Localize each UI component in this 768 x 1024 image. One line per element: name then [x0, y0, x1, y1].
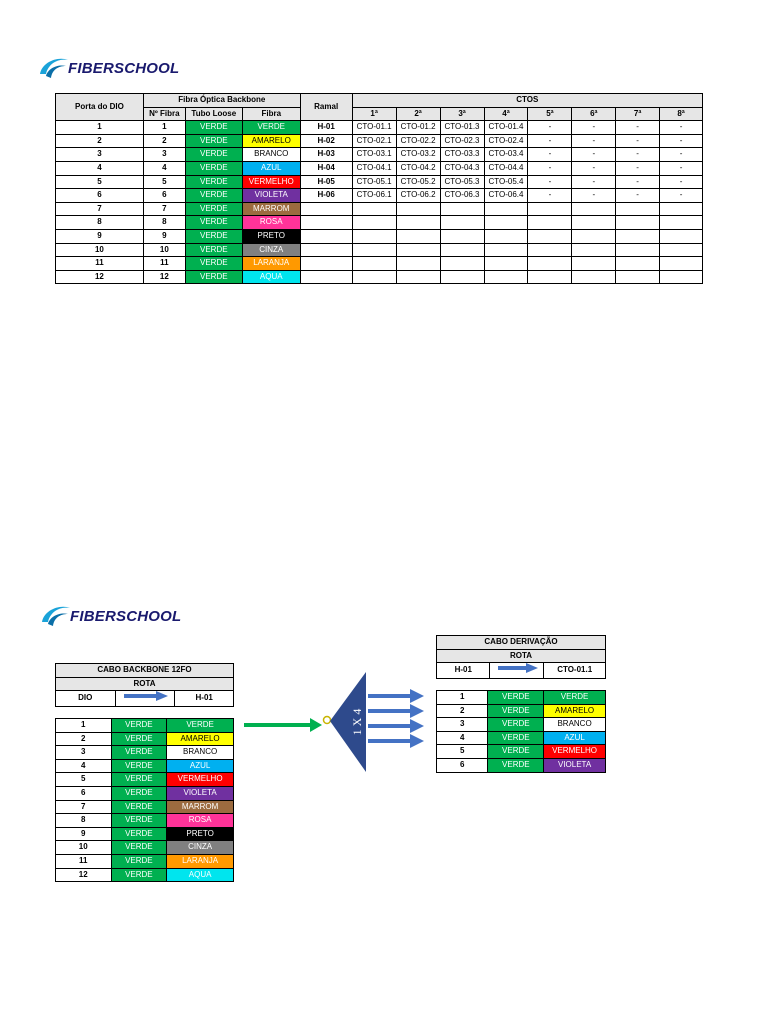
- cto-cell: [528, 216, 572, 230]
- tubo-loose-cell: VERDE: [111, 868, 167, 882]
- fibra-color-cell: BRANCO: [544, 718, 606, 732]
- porta-cell: 5: [56, 175, 144, 189]
- n-fibra-cell: 9: [143, 229, 185, 243]
- cto-cell: CTO-02.1: [352, 134, 396, 148]
- cto-cell: -: [572, 121, 616, 135]
- cto-cell: -: [528, 161, 572, 175]
- cto-cell: [528, 229, 572, 243]
- header-ramal: Ramal: [300, 94, 352, 121]
- cto-cell: [484, 202, 528, 216]
- fibra-color-cell: LARANJA: [167, 854, 234, 868]
- table-row: [56, 257, 703, 271]
- cto-cell: CTO-01.1: [352, 121, 396, 135]
- header-tubo-loose: Tubo Loose: [185, 107, 242, 121]
- cto-cell: CTO-02.4: [484, 134, 528, 148]
- tubo-loose-cell: VERDE: [488, 731, 544, 745]
- table-row: [56, 229, 703, 243]
- table-row: [56, 773, 234, 787]
- fiber-number-cell: 2: [437, 704, 488, 718]
- cto-cell: -: [528, 189, 572, 203]
- porta-cell: 6: [56, 189, 144, 203]
- table-row: [56, 161, 703, 175]
- table-row: [437, 691, 606, 705]
- cto-cell: CTO-05.2: [396, 175, 440, 189]
- cto-cell: -: [660, 121, 703, 135]
- fiber-number-cell: 6: [437, 758, 488, 772]
- cto-cell: [660, 216, 703, 230]
- porta-cell: 11: [56, 257, 144, 271]
- cto-cell: [660, 243, 703, 257]
- table-row: [56, 827, 234, 841]
- output-arrow-icon: [368, 719, 424, 733]
- ramal-cell: H-05: [300, 175, 352, 189]
- output-arrow-icon: [368, 734, 424, 748]
- table-row: [56, 868, 234, 882]
- header-cto-3: 3ª: [440, 107, 484, 121]
- cto-cell: [396, 216, 440, 230]
- backbone-title: CABO BACKBONE 12FO: [56, 664, 234, 678]
- porta-cell: 2: [56, 134, 144, 148]
- porta-cell: 1: [56, 121, 144, 135]
- cto-cell: [572, 216, 616, 230]
- n-fibra-cell: 12: [143, 270, 185, 284]
- table-row: [56, 746, 234, 760]
- cto-cell: CTO-06.3: [440, 189, 484, 203]
- tubo-loose-cell: VERDE: [185, 189, 242, 203]
- cto-cell: [484, 257, 528, 271]
- cto-cell: [660, 229, 703, 243]
- fiber-number-cell: 1: [56, 719, 112, 733]
- table-row: [56, 121, 703, 135]
- cto-cell: -: [660, 189, 703, 203]
- ramal-cell: [300, 257, 352, 271]
- cto-cell: -: [528, 121, 572, 135]
- cto-cell: [352, 243, 396, 257]
- porta-cell: 4: [56, 161, 144, 175]
- tubo-loose-cell: VERDE: [111, 732, 167, 746]
- fibra-color-cell: VIOLETA: [167, 786, 234, 800]
- fibra-color-cell: VERMELHO: [544, 745, 606, 759]
- cto-cell: CTO-02.2: [396, 134, 440, 148]
- header-cto-7: 7ª: [616, 107, 660, 121]
- fiber-number-cell: 5: [437, 745, 488, 759]
- table-row: [437, 758, 606, 772]
- cto-cell: -: [616, 161, 660, 175]
- header-cto-6: 6ª: [572, 107, 616, 121]
- fibra-color-cell: MARROM: [242, 202, 300, 216]
- cto-cell: CTO-05.1: [352, 175, 396, 189]
- tubo-loose-cell: VERDE: [185, 216, 242, 230]
- cto-cell: CTO-03.3: [440, 148, 484, 162]
- tubo-loose-cell: VERDE: [111, 841, 167, 855]
- header-n-fibra: Nº Fibra: [143, 107, 185, 121]
- cto-cell: [528, 202, 572, 216]
- header-cto-1: 1ª: [352, 107, 396, 121]
- fiber-number-cell: 11: [56, 854, 112, 868]
- tubo-loose-cell: VERDE: [185, 202, 242, 216]
- cto-cell: [396, 202, 440, 216]
- cto-cell: [440, 216, 484, 230]
- cto-cell: [440, 257, 484, 271]
- fibra-color-cell: VIOLETA: [242, 189, 300, 203]
- backbone-route-arrow-cell: [115, 691, 175, 707]
- cto-cell: CTO-06.4: [484, 189, 528, 203]
- fibra-color-cell: CINZA: [242, 243, 300, 257]
- cto-cell: [352, 216, 396, 230]
- fibra-color-cell: AQUA: [242, 270, 300, 284]
- cto-cell: -: [572, 175, 616, 189]
- n-fibra-cell: 1: [143, 121, 185, 135]
- ramal-cell: H-03: [300, 148, 352, 162]
- backbone-fibers-table: [55, 718, 234, 882]
- table-row: [56, 175, 703, 189]
- fiber-number-cell: 4: [56, 759, 112, 773]
- cto-cell: CTO-03.2: [396, 148, 440, 162]
- cto-cell: -: [616, 189, 660, 203]
- cto-cell: [572, 202, 616, 216]
- header-ctos: CTOS: [352, 94, 702, 108]
- table-row: [56, 732, 234, 746]
- fibra-color-cell: AZUL: [167, 759, 234, 773]
- n-fibra-cell: 2: [143, 134, 185, 148]
- tubo-loose-cell: VERDE: [488, 758, 544, 772]
- ramal-cell: [300, 243, 352, 257]
- cto-cell: [484, 216, 528, 230]
- cto-cell: CTO-03.1: [352, 148, 396, 162]
- table-row: [437, 731, 606, 745]
- table-row: [56, 202, 703, 216]
- cto-cell: -: [528, 175, 572, 189]
- fibra-color-cell: PRETO: [167, 827, 234, 841]
- route-arrow-icon: [494, 663, 540, 673]
- cto-cell: -: [660, 161, 703, 175]
- cto-cell: [352, 202, 396, 216]
- tubo-loose-cell: VERDE: [111, 719, 167, 733]
- cto-cell: CTO-01.2: [396, 121, 440, 135]
- cto-cell: -: [572, 189, 616, 203]
- fiber-number-cell: 3: [437, 718, 488, 732]
- cto-cell: -: [528, 148, 572, 162]
- brand-name: FIBERSCHOOL: [70, 607, 182, 625]
- derivacao-route-to: CTO-01.1: [544, 663, 606, 679]
- derivacao-rota-label: ROTA: [437, 649, 606, 663]
- cto-cell: [396, 243, 440, 257]
- porta-cell: 10: [56, 243, 144, 257]
- cto-cell: [616, 216, 660, 230]
- fiber-number-cell: 9: [56, 827, 112, 841]
- porta-cell: 8: [56, 216, 144, 230]
- fiber-number-cell: 12: [56, 868, 112, 882]
- tubo-loose-cell: VERDE: [185, 243, 242, 257]
- fibra-color-cell: VERDE: [544, 691, 606, 705]
- ramal-cell: [300, 216, 352, 230]
- cto-cell: CTO-05.3: [440, 175, 484, 189]
- tubo-loose-cell: VERDE: [488, 704, 544, 718]
- n-fibra-cell: 10: [143, 243, 185, 257]
- cto-cell: -: [660, 148, 703, 162]
- cto-cell: -: [616, 148, 660, 162]
- cto-cell: [616, 257, 660, 271]
- table-row: [56, 800, 234, 814]
- n-fibra-cell: 5: [143, 175, 185, 189]
- cto-cell: CTO-04.3: [440, 161, 484, 175]
- backbone-route-from: DIO: [56, 691, 116, 707]
- cto-cell: [528, 270, 572, 284]
- fiber-number-cell: 1: [437, 691, 488, 705]
- fibra-color-cell: MARROM: [167, 800, 234, 814]
- route-arrow-icon: [120, 691, 170, 701]
- cto-cell: [572, 257, 616, 271]
- n-fibra-cell: 8: [143, 216, 185, 230]
- fibra-color-cell: VIOLETA: [544, 758, 606, 772]
- table-row: [437, 718, 606, 732]
- splitter-label: 1 X 4: [350, 708, 364, 736]
- table-row: [56, 243, 703, 257]
- cto-cell: -: [528, 134, 572, 148]
- tubo-loose-cell: VERDE: [185, 121, 242, 135]
- table-row: [56, 759, 234, 773]
- table-row: [56, 786, 234, 800]
- fiber-number-cell: 2: [56, 732, 112, 746]
- ramal-cell: H-04: [300, 161, 352, 175]
- fibra-color-cell: BRANCO: [242, 148, 300, 162]
- cto-cell: CTO-03.4: [484, 148, 528, 162]
- cto-cell: [352, 257, 396, 271]
- table-row: [56, 719, 234, 733]
- fibra-color-cell: VERDE: [167, 719, 234, 733]
- cto-cell: -: [660, 175, 703, 189]
- derivacao-fibers-table: [436, 690, 606, 773]
- ramal-cell: [300, 202, 352, 216]
- ramal-cell: H-02: [300, 134, 352, 148]
- table-row: [56, 148, 703, 162]
- header-cto-5: 5ª: [528, 107, 572, 121]
- fibra-color-cell: AQUA: [167, 868, 234, 882]
- fibra-color-cell: AZUL: [544, 731, 606, 745]
- cto-cell: [528, 257, 572, 271]
- cto-cell: [660, 270, 703, 284]
- tubo-loose-cell: VERDE: [185, 229, 242, 243]
- cto-cell: CTO-04.1: [352, 161, 396, 175]
- fiber-number-cell: 7: [56, 800, 112, 814]
- ramal-cell: H-01: [300, 121, 352, 135]
- tubo-loose-cell: VERDE: [111, 746, 167, 760]
- tubo-loose-cell: VERDE: [488, 691, 544, 705]
- table-row: [56, 841, 234, 855]
- cto-cell: [440, 270, 484, 284]
- cto-cell: [396, 229, 440, 243]
- n-fibra-cell: 11: [143, 257, 185, 271]
- fiber-number-cell: 6: [56, 786, 112, 800]
- tubo-loose-cell: VERDE: [488, 745, 544, 759]
- tubo-loose-cell: VERDE: [111, 827, 167, 841]
- n-fibra-cell: 7: [143, 202, 185, 216]
- cto-cell: [440, 229, 484, 243]
- backbone-header-table: [55, 663, 234, 707]
- input-arrow-icon: [244, 718, 322, 732]
- tubo-loose-cell: VERDE: [111, 773, 167, 787]
- cto-cell: [396, 257, 440, 271]
- fiberschool-logo-bottom: [38, 602, 181, 630]
- porta-cell: 7: [56, 202, 144, 216]
- ramal-cell: H-06: [300, 189, 352, 203]
- cto-cell: CTO-01.3: [440, 121, 484, 135]
- fiber-number-cell: 5: [56, 773, 112, 787]
- fibra-color-cell: AZUL: [242, 161, 300, 175]
- cto-cell: [660, 202, 703, 216]
- cto-cell: [484, 229, 528, 243]
- n-fibra-cell: 4: [143, 161, 185, 175]
- cto-cell: -: [616, 121, 660, 135]
- cto-cell: [572, 270, 616, 284]
- cto-cell: -: [572, 161, 616, 175]
- fiberschool-swirl-icon: [36, 54, 70, 82]
- tubo-loose-cell: VERDE: [185, 175, 242, 189]
- derivacao-header-table: [436, 635, 606, 679]
- cto-cell: CTO-01.4: [484, 121, 528, 135]
- fiber-number-cell: 10: [56, 841, 112, 855]
- cto-cell: [484, 243, 528, 257]
- tubo-loose-cell: VERDE: [111, 800, 167, 814]
- tubo-loose-cell: VERDE: [185, 148, 242, 162]
- table-row: [56, 216, 703, 230]
- cto-cell: [352, 270, 396, 284]
- cto-cell: [352, 229, 396, 243]
- output-arrow-icon: [368, 689, 424, 703]
- derivacao-route-from: H-01: [437, 663, 490, 679]
- porta-cell: 9: [56, 229, 144, 243]
- cto-cell: [572, 243, 616, 257]
- dio-distribution-table: [55, 93, 703, 284]
- header-fibra: Fibra: [242, 107, 300, 121]
- fiberschool-logo-top: [36, 54, 179, 82]
- tubo-loose-cell: VERDE: [185, 161, 242, 175]
- fibra-color-cell: VERMELHO: [167, 773, 234, 787]
- fiber-number-cell: 3: [56, 746, 112, 760]
- tubo-loose-cell: VERDE: [488, 718, 544, 732]
- cto-cell: [660, 257, 703, 271]
- table-row: [56, 134, 703, 148]
- tubo-loose-cell: VERDE: [111, 814, 167, 828]
- cto-cell: CTO-04.2: [396, 161, 440, 175]
- n-fibra-cell: 6: [143, 189, 185, 203]
- tubo-loose-cell: VERDE: [185, 270, 242, 284]
- table-row: [437, 745, 606, 759]
- fiber-number-cell: 8: [56, 814, 112, 828]
- output-arrow-icon: [368, 704, 424, 718]
- cto-cell: [616, 229, 660, 243]
- cto-cell: -: [660, 134, 703, 148]
- cto-cell: CTO-06.2: [396, 189, 440, 203]
- table-row: [56, 189, 703, 203]
- tubo-loose-cell: VERDE: [185, 134, 242, 148]
- cto-cell: [440, 243, 484, 257]
- cto-cell: [616, 202, 660, 216]
- header-cto-8: 8ª: [660, 107, 703, 121]
- backbone-rota-label: ROTA: [56, 677, 234, 691]
- derivacao-route-arrow-cell: [490, 663, 544, 679]
- cto-cell: [528, 243, 572, 257]
- cto-cell: -: [616, 134, 660, 148]
- n-fibra-cell: 3: [143, 148, 185, 162]
- cto-cell: [396, 270, 440, 284]
- fibra-color-cell: VERMELHO: [242, 175, 300, 189]
- splitter-diagram: [240, 668, 430, 778]
- header-fibra-backbone: Fibra Óptica Backbone: [143, 94, 300, 108]
- cto-cell: -: [616, 175, 660, 189]
- splitter-input-node: [324, 717, 331, 724]
- backbone-route-to: H-01: [175, 691, 234, 707]
- table-row: [56, 270, 703, 284]
- cto-cell: CTO-02.3: [440, 134, 484, 148]
- tubo-loose-cell: VERDE: [111, 786, 167, 800]
- fibra-color-cell: CINZA: [167, 841, 234, 855]
- tubo-loose-cell: VERDE: [185, 257, 242, 271]
- brand-name: FIBERSCHOOL: [68, 59, 180, 77]
- fibra-color-cell: PRETO: [242, 229, 300, 243]
- cto-cell: [484, 270, 528, 284]
- table-row: [437, 704, 606, 718]
- fibra-color-cell: AMARELO: [167, 732, 234, 746]
- derivacao-title: CABO DERIVAÇÃO: [437, 636, 606, 650]
- fibra-color-cell: AMARELO: [544, 704, 606, 718]
- table-row: [56, 814, 234, 828]
- tubo-loose-cell: VERDE: [111, 854, 167, 868]
- cto-cell: -: [572, 148, 616, 162]
- porta-cell: 3: [56, 148, 144, 162]
- header-cto-4: 4ª: [484, 107, 528, 121]
- fibra-color-cell: AMARELO: [242, 134, 300, 148]
- cto-cell: [616, 270, 660, 284]
- fibra-color-cell: VERDE: [242, 121, 300, 135]
- table-row: [56, 854, 234, 868]
- porta-cell: 12: [56, 270, 144, 284]
- cto-cell: CTO-04.4: [484, 161, 528, 175]
- cto-cell: [440, 202, 484, 216]
- fibra-color-cell: BRANCO: [167, 746, 234, 760]
- ramal-cell: [300, 229, 352, 243]
- fibra-color-cell: ROSA: [167, 814, 234, 828]
- header-porta-dio: Porta do DIO: [56, 94, 144, 121]
- ramal-cell: [300, 270, 352, 284]
- cto-cell: [616, 243, 660, 257]
- cto-cell: CTO-06.1: [352, 189, 396, 203]
- fiber-number-cell: 4: [437, 731, 488, 745]
- cto-cell: CTO-05.4: [484, 175, 528, 189]
- cto-cell: -: [572, 134, 616, 148]
- fibra-color-cell: ROSA: [242, 216, 300, 230]
- fibra-color-cell: LARANJA: [242, 257, 300, 271]
- header-cto-2: 2ª: [396, 107, 440, 121]
- fiberschool-swirl-icon: [38, 602, 72, 630]
- cto-cell: [572, 229, 616, 243]
- tubo-loose-cell: VERDE: [111, 759, 167, 773]
